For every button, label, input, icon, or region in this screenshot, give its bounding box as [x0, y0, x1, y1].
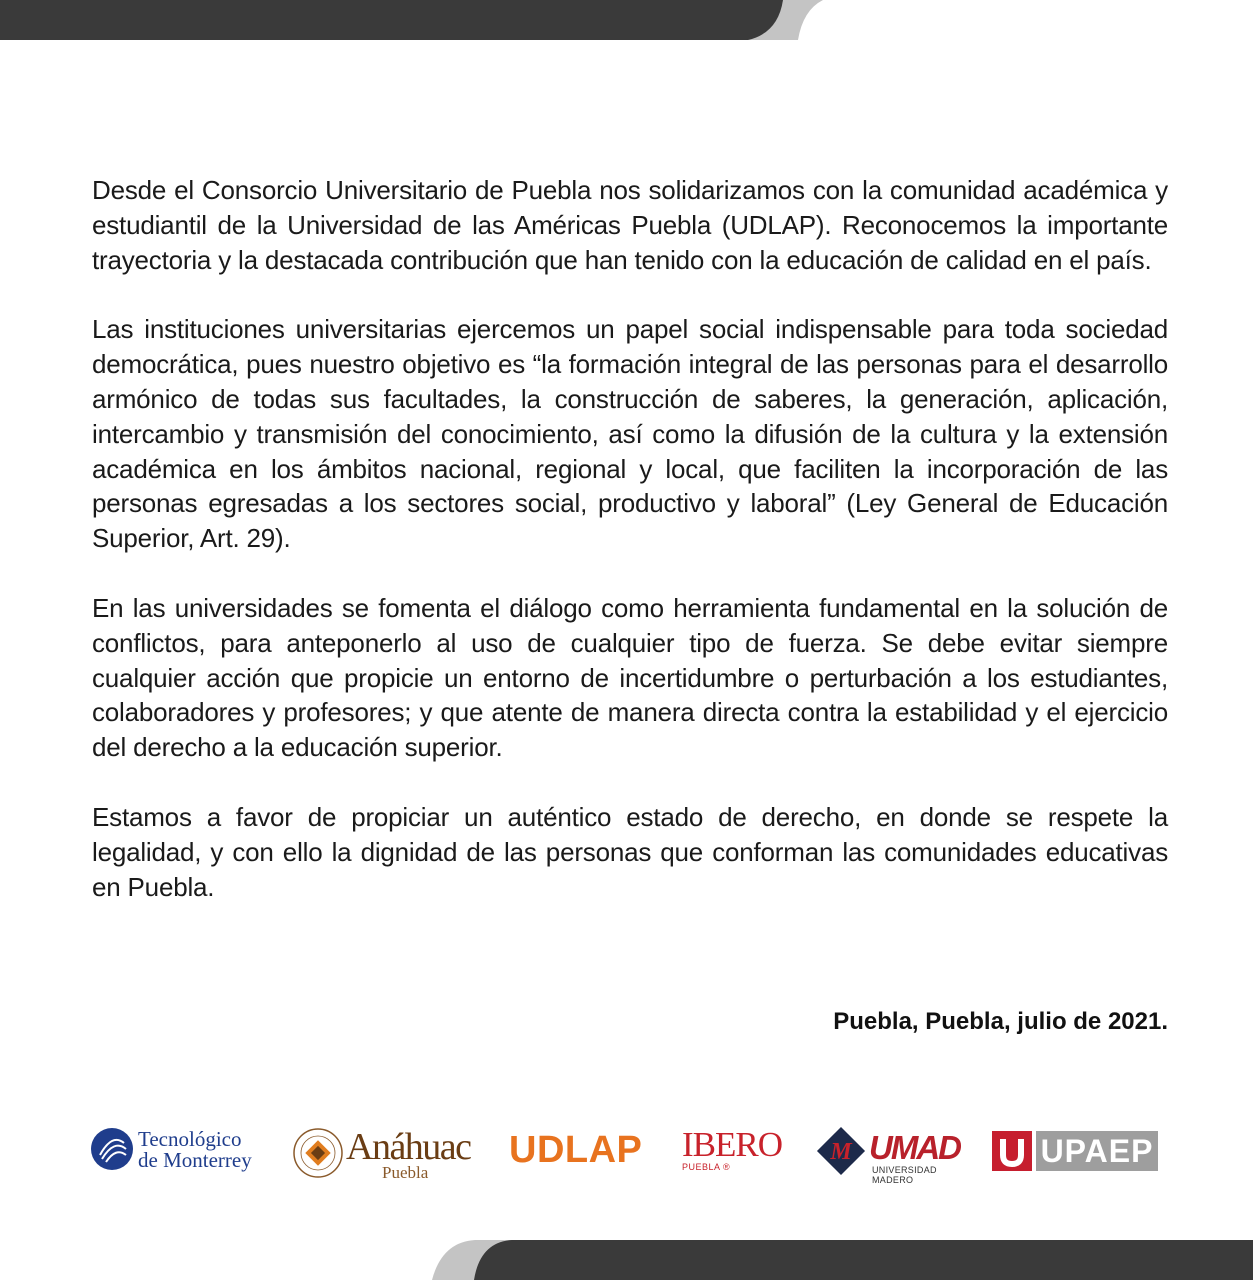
upaep-logo — [992, 1131, 1158, 1171]
anahuac-seal-icon — [292, 1127, 344, 1179]
upaep-u-icon — [992, 1131, 1032, 1171]
umad-sub: UNIVERSIDAD MADERO — [872, 1165, 937, 1185]
umad-logo — [815, 1123, 960, 1193]
anahuac-name: Anáhuac — [346, 1126, 471, 1168]
umad-name: UMAD — [869, 1129, 960, 1166]
paragraph-1: Desde el Consorcio Universitario de Puebla nos solidarizamos con la comunidad académica y estudiantil de la Universidad de las Américas Puebla (UDLAP). Reconocemos la importante trayectoria y la destacada contribución que han tenido con la educación de calidad en el país. — [92, 175, 1168, 275]
institution-logos — [0, 1115, 1253, 1185]
umad-diamond-icon — [815, 1125, 867, 1177]
statement-body — [92, 173, 1168, 939]
ibero-sub: PUEBLA ® — [682, 1162, 731, 1172]
udlap-name: UDLAP — [509, 1129, 643, 1171]
bottom-decorative-bar — [0, 1236, 1253, 1280]
anahuac-logo — [292, 1123, 477, 1193]
udlap-logo — [509, 1129, 642, 1199]
top-decorative-bar — [0, 0, 1253, 42]
tec-name-line2: de Monterrey — [138, 1148, 252, 1172]
place-date-signature: Puebla, Puebla, julio de 2021. — [833, 1008, 1168, 1035]
tec-name-line1: Tecnológico — [138, 1127, 242, 1151]
anahuac-sub: Puebla — [382, 1163, 429, 1182]
paragraph-2: Las instituciones universitarias ejercemos un papel social indispensable para toda sociedad democrática, pues nuestro objetivo es “la formación integral de las personas para el desarrollo armónico de todas sus facultades, la construcción de saberes, la generación, aplicación, intercambio y transmisión del conocimiento, así como la difusión de la cultura y la extensión académica en los ámbitos nacional, regional y local, que faciliten la incorporación de las personas egresadas a los sectores social, productivo y laboral” (Ley General de Educación Superior, Art. 29). — [92, 314, 1168, 554]
paragraph-4: Estamos a favor de propiciar un auténtico estado de derecho, en donde se respete la legalidad, y con ello la dignidad de las personas que conforman las comunidades educativas en Puebla. — [92, 801, 1168, 902]
svg-text:M: M — [830, 1139, 852, 1165]
upaep-name: UPAEP — [1036, 1131, 1158, 1171]
ibero-logo — [682, 1127, 782, 1197]
tec-monterrey-logo — [90, 1127, 260, 1197]
ibero-name: IBERO — [682, 1125, 782, 1164]
tec-seal-icon — [90, 1127, 134, 1171]
paragraph-3: En las universidades se fomenta el diálogo como herramienta fundamental en la solución de conflictos, para anteponerlo al uso de cualquier tipo de fuerza. Se debe evitar siempre cualquier acción que propicie un entorno de incertidumbre o perturbación a los estudiantes, colaboradores y profesores; y que atente de manera directa contra la estabilidad y el ejercicio del derecho a la educación superior. — [92, 592, 1168, 763]
